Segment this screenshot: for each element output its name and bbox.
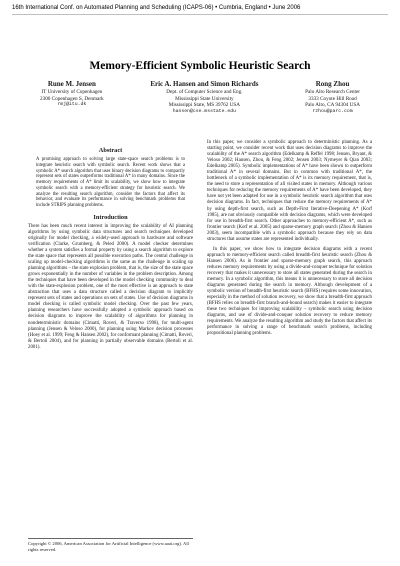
- author-block: [40, 80, 104, 132]
- left-column: [28, 147, 193, 351]
- author-name: Rune M. Jensen: [47, 80, 96, 88]
- author-name: Rong Zhou: [315, 80, 350, 88]
- author-name: Eric A. Hansen and Simon Richards: [150, 80, 259, 88]
- author-affiliation: Dept. of Computer Science and Eng.: [166, 89, 243, 95]
- author-affiliation: IT University of Copenhagen: [41, 89, 103, 95]
- author-list: [40, 80, 360, 132]
- abstract-text: A promising approach to solving large state-space search problems is to integrate heuristic search with symbolic search. Recent work shows that a symbolic A* search algorithm that uses binary decision diagrams to compactly represent sets of states outperforms traditional A* in many domains. Since the memory requirements of A* limit its scalability, we show how to integrate symbolic search with a memory-efficient strategy for heuristic search. We analyze the resulting search algorithm, consider the factors that affect its behavior, and evaluate its performance in solving benchmark problems that include STRIPS planning problems.: [36, 157, 185, 208]
- author-affiliation: Palo Alto Research Center: [305, 89, 360, 95]
- paper-title: Memory-Efficient Symbolic Heuristic Search: [89, 60, 311, 72]
- author-address: Mississippi State, MS 39762 USA: [168, 102, 241, 108]
- copyright-notice: Copyright © 2006, American Association for Artificial Intelligence (www.aaai.org). All rights reserved.: [28, 538, 193, 552]
- author-email: rmj@itu.dk: [57, 102, 87, 107]
- author-institution: Mississippi State University: [175, 95, 234, 102]
- author-email: rzhou@parc.com: [312, 108, 353, 114]
- introduction-paragraph: There has been much recent interest in improving the scalability of AI planning algorithms by using symbolic data structures and search techniques developed originally for model checking, a widely-used approach to hardware and software verification (Clarke, Grumberg, & Peled 2000). A model checker determines whether a system satisfies a formal property by using a search algorithm to explore the state space that represents all possible execution paths. The central challenge in scaling up model-checking algorithms is the same as the challenge in scaling up planning algorithms – the state explosion problem, that is, the size of the state space grows exponentially in the number of variables in the problem description. Among the techniques that have been developed in the model checking community to deal with the state-explosion problem, one of the most effective is an approach to state abstraction that uses a data structure called a decision diagram to implicitly represent sets of states and operations on sets of states. Use of decision diagrams in model checking is called symbolic model checking. Over the past few years, planning researchers have successfully adopted a symbolic approach based on decision diagrams to improve the scalability of algorithms for planning in nondeterministic domains (Cimatti, Roveri, & Traverso 1998), for multi-agent planning (Jensen & Veloso 2000), for planning using Markov decision processes (Hoey et al. 1999; Feng & Hansen 2002), for conformant planning (Cimatti, Roveri, & Bertoli 2004), and for planning in partially observable domains (Bertoli et al. 2001).: [28, 223, 193, 350]
- body-paragraph: In this paper, we consider a symbolic approach to deterministic planning. As a starting point, we consider recent work that uses decision diagrams to improve the scalability of the A* search algorithm (Edelkamp & Reffel 1998; Jensen, Bryant, & Veloso 2002; Hansen, Zhou, & Feng 2002; Jensen 2003; Nymeyer & Qian 2003; Edelkamp 2005). Symbolic implementations of A* have been shown to outperform traditional A* in several domains. But in common with traditional A*, the bottleneck of a symbolic implementation of A* is its memory requirement, that is, the need to store a representation of all visited states in memory. Although various techniques for reducing the memory requirements of A* have been developed, they have not yet been adapted for use in a symbolic heuristic search algorithm that uses decision diagrams. In fact, techniques that reduce the memory requirements of A* by using depth-first search, such as Depth-First Iterative-Deepening A* (Korf 1985), are not obviously compatible with decision diagrams, which were developed for use in breadth-first search. Other approaches to memory-efficient A*, such as frontier search (Korf et al. 2005) and sparse-memory graph search (Zhou & Hansen 2003), seem incompatible with a symbolic approach because they rely on data structures that assume states are represented individually.: [207, 140, 372, 242]
- author-block: [305, 80, 360, 132]
- author-address: 2300 Copenhagen S, Denmark: [40, 95, 104, 102]
- running-header: 16th International Conf. on Automated Planning and Scheduling (ICAPS-06) • Cumbria, England • June 2006: [12, 2, 388, 15]
- abstract-heading: Abstract: [98, 147, 123, 154]
- author-email: hansen@cse.msstate.edu: [172, 108, 237, 114]
- body-paragraph: In this paper, we show how to integrate decision diagrams with a recent approach to memory-efficient search called breadth-first heuristic search (Zhou & Hansen 2006). As in frontier and sparse-memory graph search, this approach reduces memory requirements by using a divide-and-conquer technique for solution recovery that makes it unnecessary to store all states generated during the search in memory. In a symbolic algorithm, this means it is unnecessary to store all decision diagrams generated during the search in memory. Although development of a symbolic version of breadth-first heuristic search (BFHS) requires some innovation, especially in the method of solution recovery, we show that a breadth-first approach (BFHS relies on breadth-first branch-and-bound search) makes it easier to integrate these two techniques for improving scalability – symbolic search using decision diagrams, and use of divide-and-conquer solution recovery to reduce memory requirements. We analyze the resulting algorithm and study the factors that affect its performance in solving a range of benchmark search problems, including propositional planning problems.: [207, 246, 372, 337]
- author-street: 3333 Coyote Hill Road: [308, 95, 357, 102]
- author-address: Palo Alto, CA 94304 USA: [305, 102, 360, 108]
- introduction-heading: Introduction: [93, 213, 128, 221]
- right-column: [207, 140, 372, 338]
- author-block: [150, 80, 258, 132]
